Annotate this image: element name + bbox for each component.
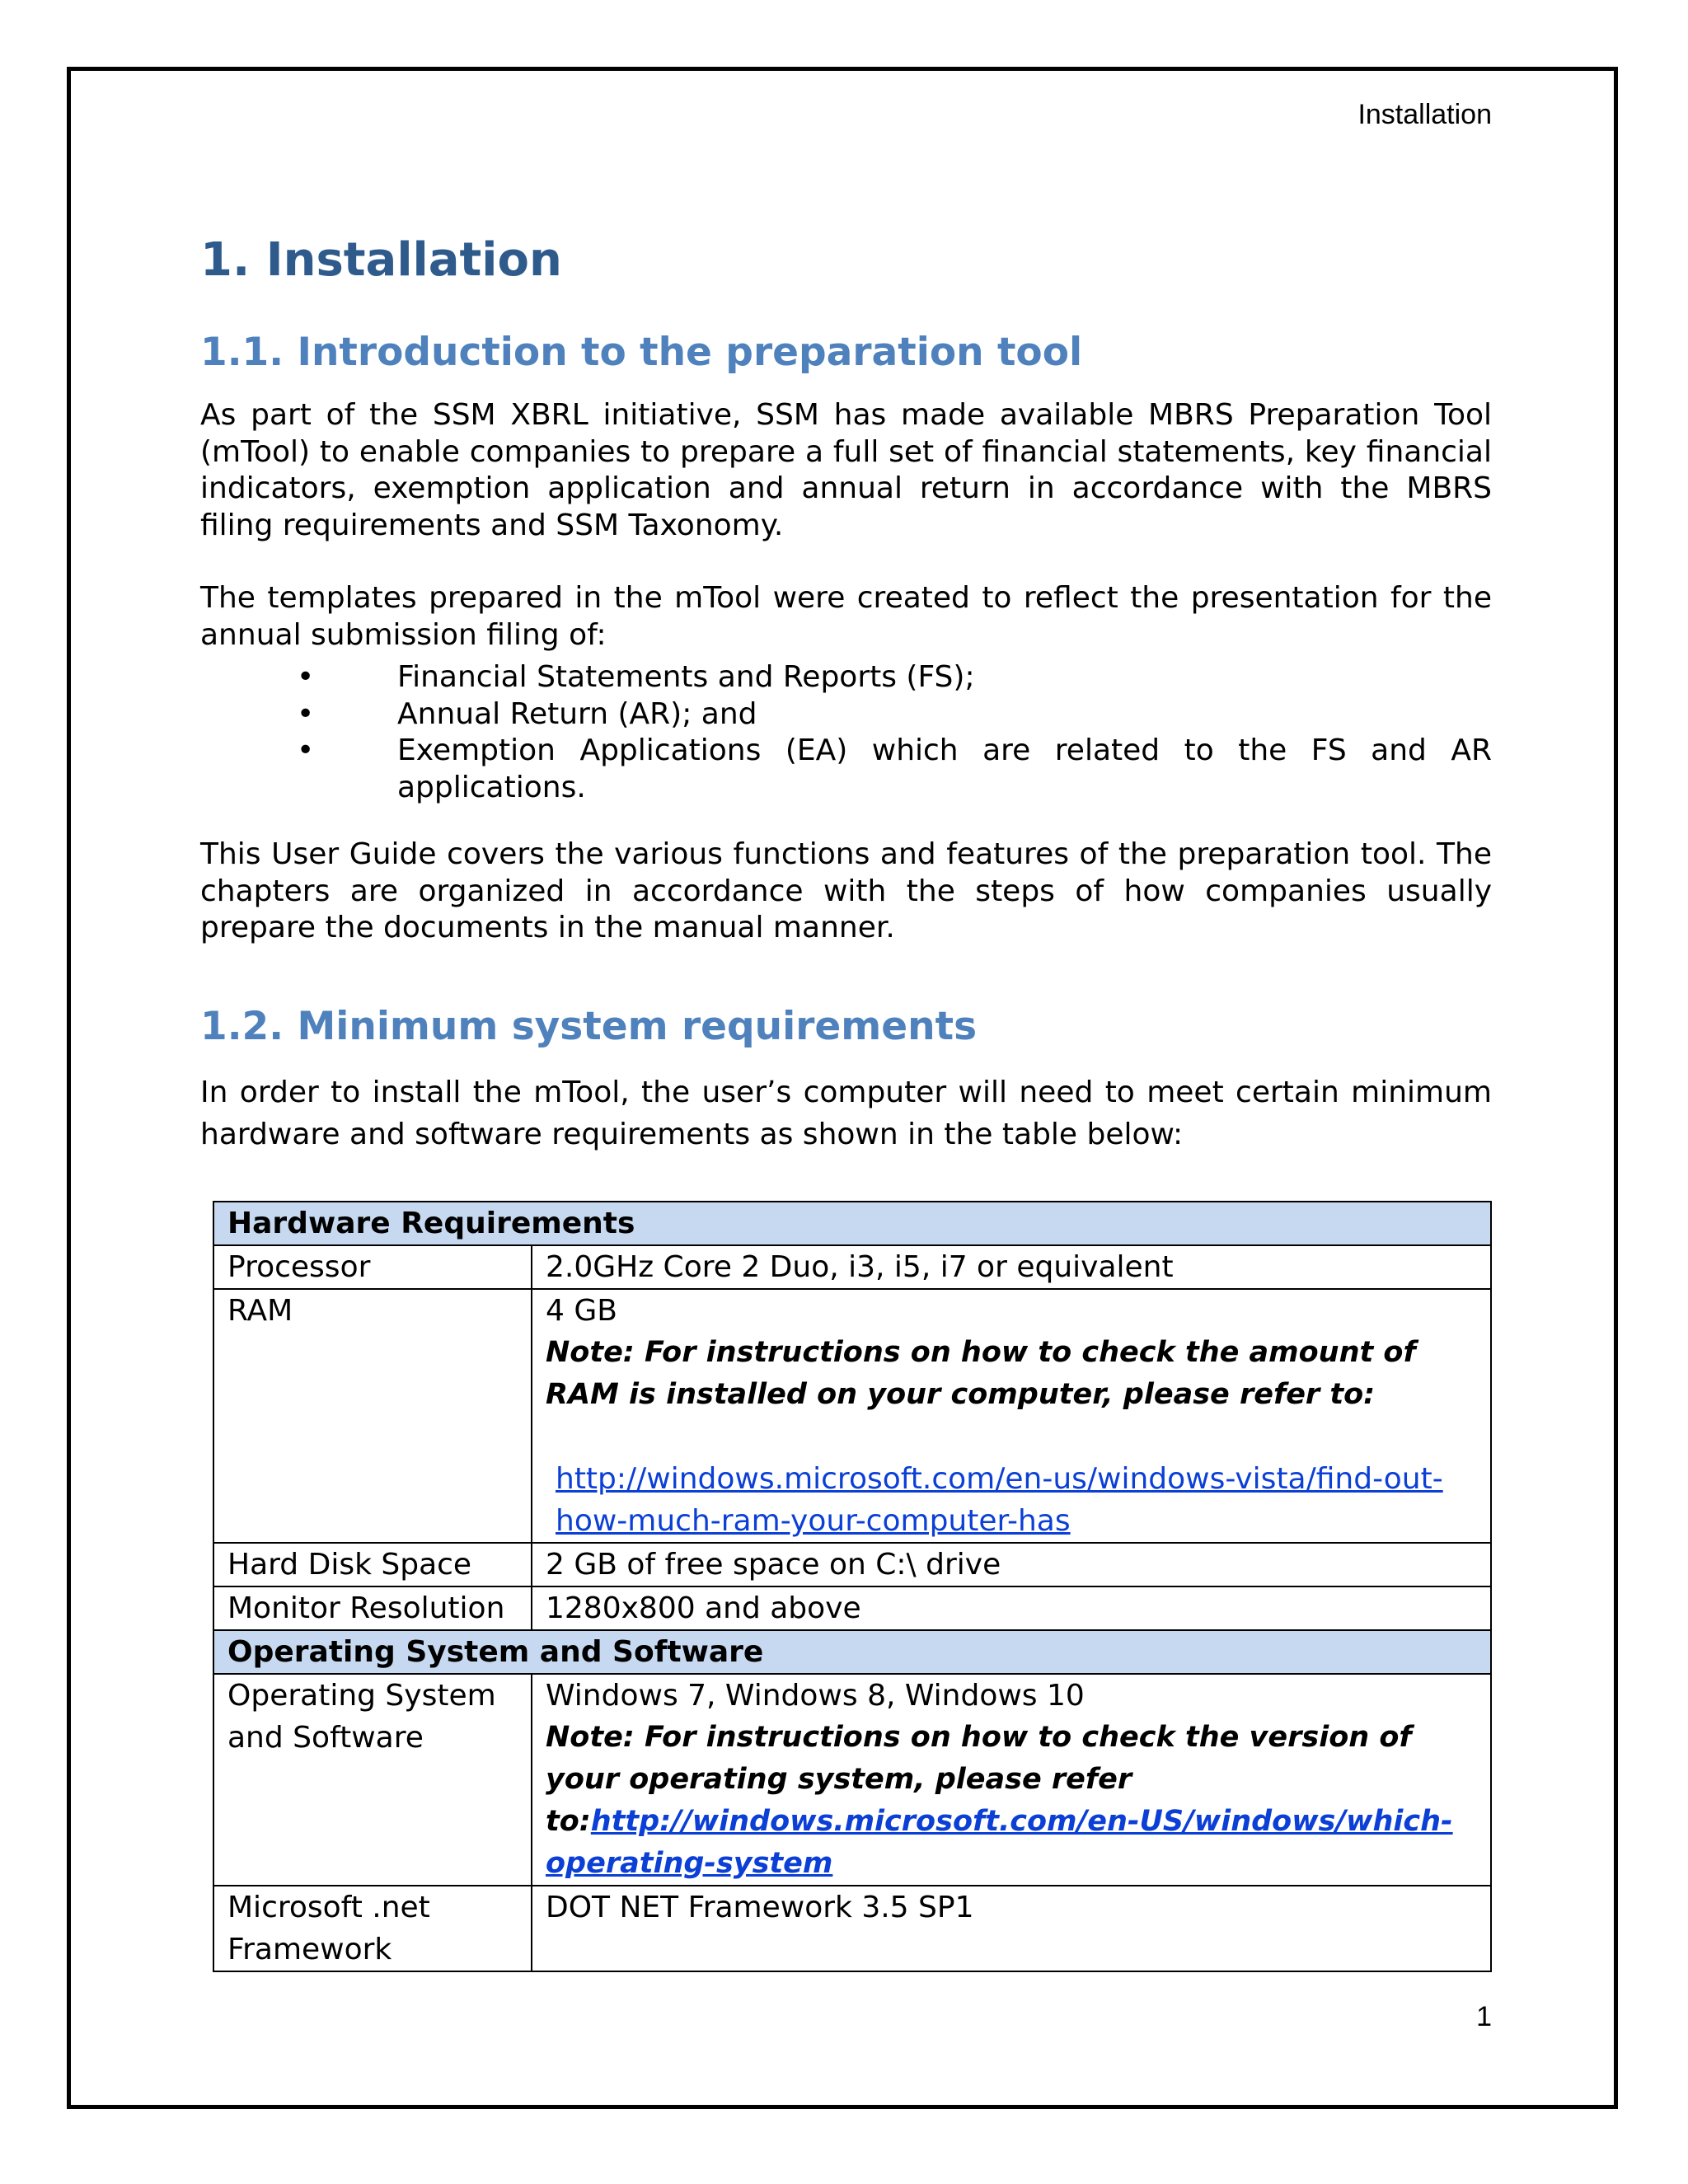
net-label: Microsoft .net Framework bbox=[213, 1886, 532, 1971]
running-header: Installation bbox=[1357, 99, 1492, 130]
list-item-text: Annual Return (AR); and bbox=[397, 696, 757, 731]
list-item bbox=[200, 659, 1492, 696]
table-row bbox=[213, 1289, 1491, 1543]
os-note: Note: For instructions on how to check the version of your operating system, please refer to: bbox=[546, 1721, 1412, 1838]
monitor-label: Monitor Resolution bbox=[213, 1586, 532, 1630]
os-help-link[interactable]: http://windows.microsoft.com/en-US/windows/which-operating-system bbox=[546, 1805, 1453, 1880]
monitor-value: 1280x800 and above bbox=[532, 1586, 1491, 1630]
list-item bbox=[200, 696, 1492, 733]
page-number: 1 bbox=[1476, 2001, 1492, 2032]
table-section-row bbox=[213, 1202, 1491, 1245]
requirements-table bbox=[213, 1201, 1492, 1972]
list-item-text: Financial Statements and Reports (FS); bbox=[397, 660, 975, 694]
os-cell bbox=[532, 1674, 1491, 1886]
ram-help-link[interactable]: http://windows.microsoft.com/en-us/windows-vista/find-out-how-much-ram-your-computer-has bbox=[556, 1462, 1443, 1538]
filing-types-list bbox=[200, 659, 1492, 806]
ram-value: 4 GB bbox=[546, 1294, 617, 1328]
templates-paragraph: The templates prepared in the mTool were created to reflect the presentation for the annual submission filing of: bbox=[200, 581, 1492, 652]
bullet-icon: • bbox=[297, 660, 315, 694]
intro-paragraph: As part of the SSM XBRL initiative, SSM has made available MBRS Preparation Tool (mTool) to enable companies to prepare a full set of financial statements, key financial indicators, exemption application and annual return in accordance with the MBRS filing requirements and SSM Taxonomy. bbox=[200, 398, 1492, 542]
processor-value: 2.0GHz Core 2 Duo, i3, i5, i7 or equivalent bbox=[532, 1245, 1491, 1289]
disk-value: 2 GB of free space on C:\ drive bbox=[532, 1543, 1491, 1586]
os-label: Operating System and Software bbox=[213, 1674, 532, 1886]
table-row bbox=[213, 1543, 1491, 1586]
hardware-header-cell: Hardware Requirements bbox=[213, 1202, 1491, 1245]
ram-cell bbox=[532, 1289, 1491, 1543]
os-note-wrapper bbox=[546, 1717, 1477, 1885]
table-row bbox=[213, 1886, 1491, 1971]
chapter-heading: 1. Installation bbox=[200, 233, 562, 287]
user-guide-paragraph: This User Guide covers the various functions and features of the preparation tool. The chapters are organized in accordance with the steps of how companies usually prepare the documents in the manual manner. bbox=[200, 837, 1492, 944]
bullet-icon: • bbox=[297, 733, 315, 767]
table-row bbox=[213, 1674, 1491, 1886]
section-heading-requirements: 1.2. Minimum system requirements bbox=[200, 1004, 978, 1049]
os-header-cell: Operating System and Software bbox=[213, 1630, 1491, 1674]
requirements-paragraph: In order to install the mTool, the user’s computer will need to meet certain minimum hardware and software requirements as shown in the table below: bbox=[200, 1076, 1492, 1151]
table-section-row bbox=[213, 1630, 1491, 1674]
spacer bbox=[546, 1416, 1477, 1458]
ram-label: RAM bbox=[213, 1289, 532, 1543]
net-value: DOT NET Framework 3.5 SP1 bbox=[532, 1886, 1491, 1971]
list-item-text: Exemption Applications (EA) which are related to the FS and AR applications. bbox=[397, 733, 1492, 804]
processor-label: Processor bbox=[213, 1245, 532, 1289]
table-row bbox=[213, 1245, 1491, 1289]
ram-note: Note: For instructions on how to check the amount of RAM is installed on your computer, please refer to: bbox=[546, 1336, 1416, 1411]
section-heading-introduction: 1.1. Introduction to the preparation tool bbox=[200, 330, 1083, 375]
disk-label: Hard Disk Space bbox=[213, 1543, 532, 1586]
table-row bbox=[213, 1586, 1491, 1630]
os-value: Windows 7, Windows 8, Windows 10 bbox=[546, 1679, 1085, 1713]
bullet-icon: • bbox=[297, 696, 315, 731]
list-item bbox=[200, 733, 1492, 806]
